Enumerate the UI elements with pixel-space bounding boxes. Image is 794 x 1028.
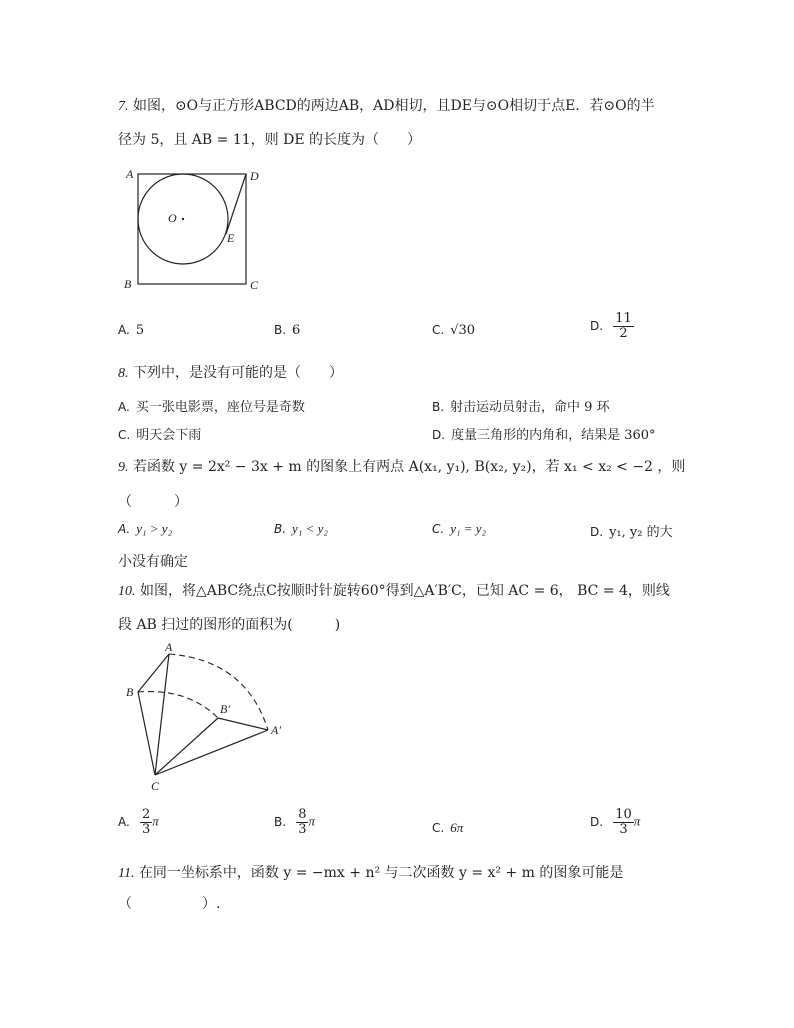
q10-option-d[interactable]: D. $\frac{10}{3}$ π [590,807,641,837]
q7-figure [118,162,278,297]
label-d: D [250,169,259,183]
q11-stem-line1: 在同一坐标系中，函数 y = −mx + n² 与二次函数 y = x² + m 的图象可能是 [138,865,624,881]
q10-option-b[interactable]: B. $\frac{8}{3}$ π [274,807,315,837]
label-b: B [124,277,132,291]
center-o [182,218,184,220]
q10-number: 10. [118,584,136,599]
label-b-prime: B′ [220,702,230,716]
q10-figure [118,638,298,798]
q8-number: 8. [118,366,129,381]
q10-line1 [118,580,670,600]
tangent-de [226,174,246,234]
q9-number: 9. [118,460,129,475]
q7-option-d[interactable]: D. $\frac{11}{2}$ [590,311,632,341]
fraction: $\frac{2}{3}$ [141,807,151,837]
q8-option-a[interactable]: A. 买一张电影票，座位号是奇数 [118,400,305,415]
q8-option-b[interactable]: B. 射击运动员射击，命中 9 环 [432,400,610,415]
q9-line1 [118,456,685,476]
q9-option-b[interactable]: B. y₁ < y₂ [274,521,328,536]
q7-number: 7. [118,99,129,114]
fraction: $\frac{8}{3}$ [298,807,307,837]
q11-stem-line2: （ ）. [118,896,221,912]
q9-option-a[interactable]: A. y₁ > y₂ [118,521,173,536]
label-a: A [126,167,134,181]
q10-option-a[interactable]: A. $\frac{2}{3}$ π [118,807,159,837]
q11-number: 11. [118,866,135,881]
label-a: A [165,640,173,654]
q7-line1 [118,95,655,115]
q9-stem-line2: （ ） [118,494,188,510]
label-c: C [250,278,259,292]
fraction: $\frac{11}{2}$ [615,311,632,341]
label-e: E [227,231,235,245]
q10-stem-line1: 如图，将△ABC绕点C按顺时针旋转60°得到△A′B′C，已知 AC = 6， BC = 4，则线 [139,583,670,599]
label-c: C [151,779,160,793]
q7-option-a[interactable]: A. 5 [118,323,145,338]
q8-line [118,362,343,382]
q7-option-b[interactable]: B. 6 [274,323,301,338]
q8-option-d[interactable]: D. 度量三角形的内角和，结果是 360° [432,428,656,443]
q9-stem-line1: 若函数 y = 2x² − 3x + m 的图象上有两点 A(x₁, y₁), B(x₂, y₂)，若 x₁ < x₂ < −2 ，则 [132,459,686,475]
q9-option-d-tail: 小没有确定 [118,554,188,570]
label-a-prime: A′ [271,723,281,737]
fraction: $\frac{10}{3}$ [615,807,632,837]
q7-stem-line1: 如图，⊙O与正方形ABCD的两边AB，AD相切，且DE与⊙O相切于点E．若⊙O的半 [132,98,655,114]
label-b: B [126,685,134,699]
q10-stem-line2: 段 AB 扫过的图形的面积为( ) [118,617,341,633]
q9-option-c[interactable]: C. y₁ = y₂ [432,521,487,536]
q8-option-c[interactable]: C. 明天会下雨 [118,428,202,443]
q9-option-d[interactable]: D. y₁, y₂ 的大 [590,525,673,540]
q8-stem: 下列中，是没有可能的是（ ） [132,365,343,381]
label-o: O [168,211,177,225]
q10-option-c[interactable]: C. 6π [432,820,464,835]
q7-stem-line2: 径为 5，且 AB = 11，则 DE 的长度为（ ） [118,132,421,148]
q7-option-c[interactable]: C. √30 [432,323,476,338]
q11-line1 [118,862,623,882]
square-abcd [138,174,246,284]
